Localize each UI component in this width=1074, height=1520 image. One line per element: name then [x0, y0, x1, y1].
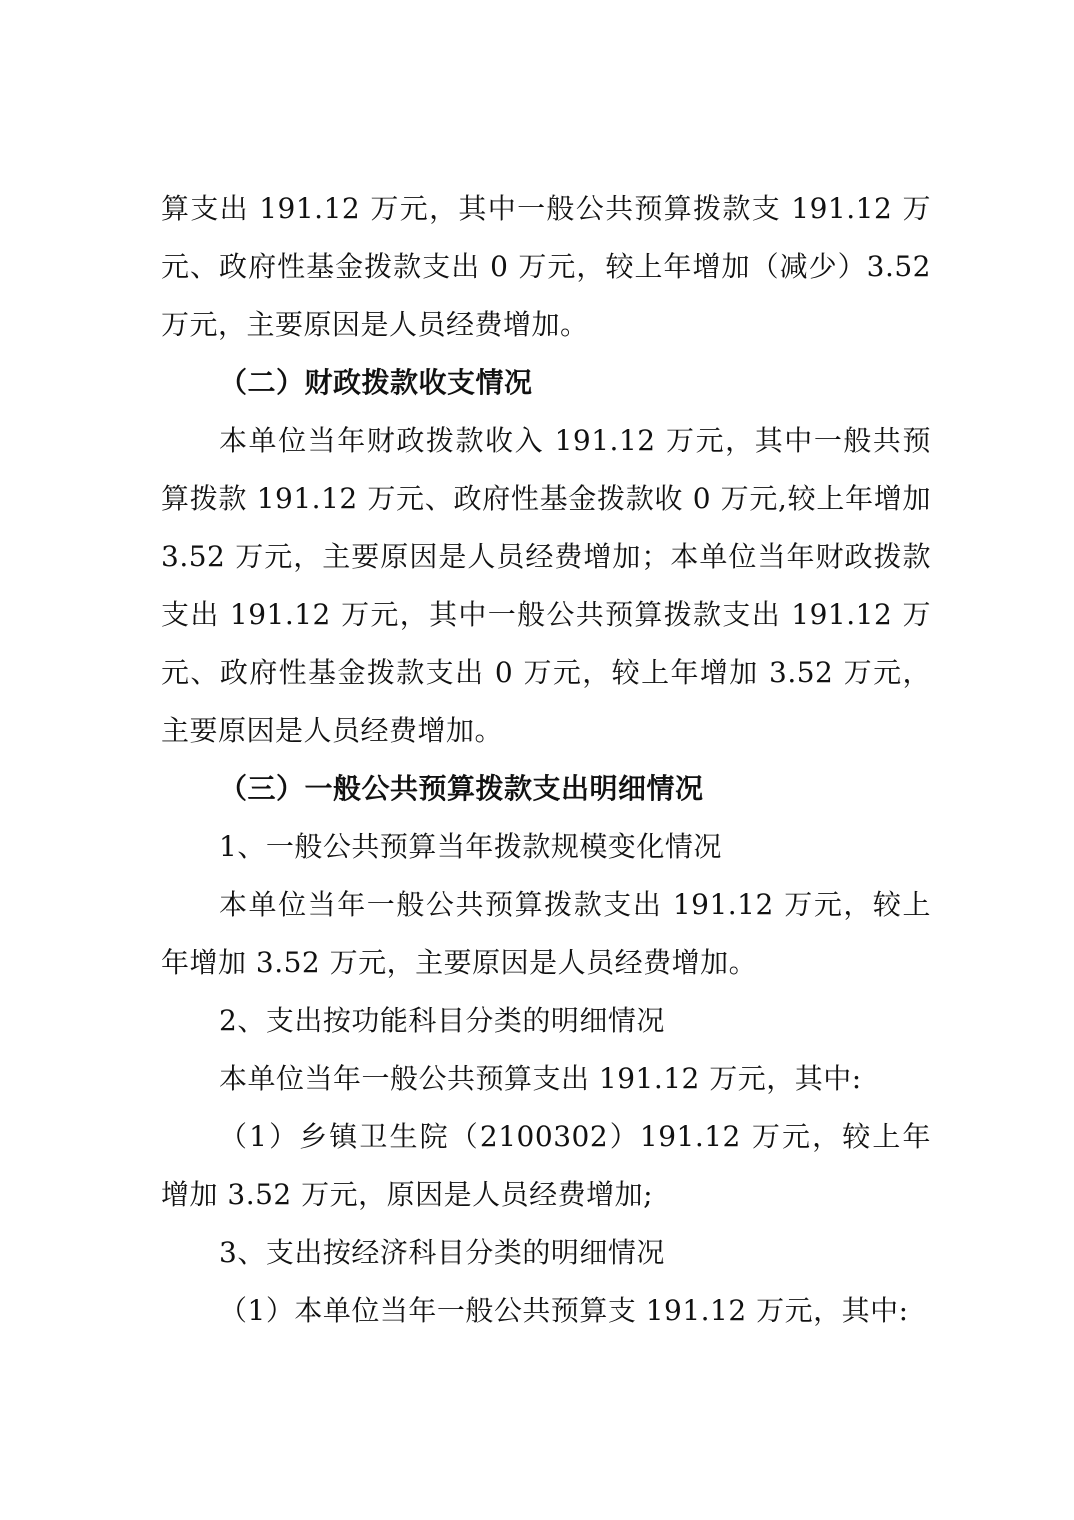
- subheading-scale-change: 1、一般公共预算当年拨款规模变化情况: [219, 830, 722, 863]
- paragraph-functional-total: 本单位当年一般公共预算支出 191.12 万元，其中:: [219, 1062, 862, 1095]
- paragraph-fiscal-appropriation: 本单位当年财政拨款收入 191.12 万元，其中一般共预算拨款 191.12 万元、政府性基金拨款收 0 万元,较上年增加 3.52 万元，主要原因是人员经费增加；本单位当年财政拨款支出 191.12 万元，其中一般公共预算拨款支出 191.12 万元、政府性基金拨款支出 0 万元，较上年增加 3.52 万元，主要原因是人员经费增加。: [161, 424, 931, 747]
- section-heading-fiscal-appropriation: （二）财政拨款收支情况: [219, 366, 533, 399]
- subheading-functional-classification: 2、支出按功能科目分类的明细情况: [219, 1004, 665, 1037]
- document-body: [161, 180, 931, 1340]
- paragraph-economic-total: （1）本单位当年一般公共预算支 191.12 万元，其中:: [219, 1294, 909, 1327]
- paragraph-scale-change: 本单位当年一般公共预算拨款支出 191.12 万元，较上年增加 3.52 万元，主要原因是人员经费增加。: [161, 888, 931, 979]
- subheading-economic-classification: 3、支出按经济科目分类的明细情况: [219, 1236, 665, 1269]
- section-heading-general-budget-detail: （三）一般公共预算拨款支出明细情况: [219, 772, 704, 805]
- paragraph-township-hospital: （1）乡镇卫生院（2100302）191.12 万元，较上年增加 3.52 万元，原因是人员经费增加;: [161, 1120, 931, 1211]
- paragraph-expenditure-summary: 算支出 191.12 万元，其中一般公共预算拨款支 191.12 万元、政府性基金拨款支出 0 万元，较上年增加（减少）3.52 万元，主要原因是人员经费增加。: [161, 192, 931, 341]
